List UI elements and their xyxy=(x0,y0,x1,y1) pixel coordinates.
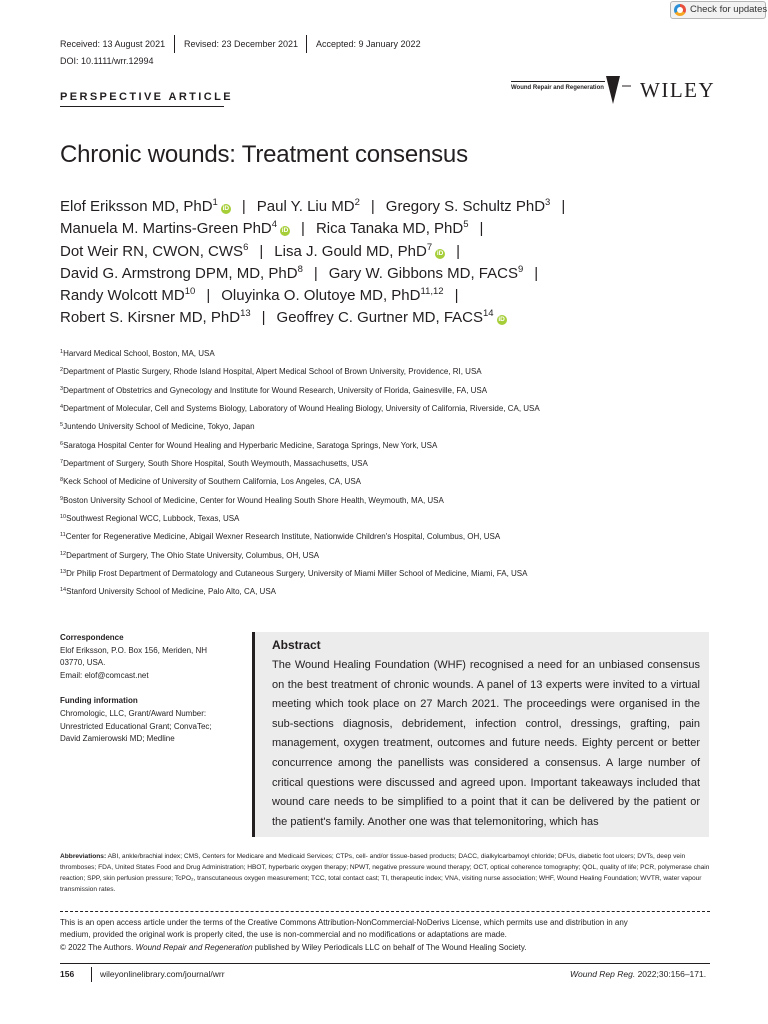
author[interactable] xyxy=(257,198,360,215)
affiliation-list xyxy=(60,345,720,602)
author-name: Robert S. Kirsner MD, PhD xyxy=(60,309,241,327)
correspondence-block xyxy=(60,632,250,746)
affiliation-number: 3 xyxy=(60,385,64,392)
author-separator: | xyxy=(479,220,484,238)
affiliation-number: 14 xyxy=(60,587,67,594)
header-divider xyxy=(174,35,175,53)
affiliation-number: 10 xyxy=(60,514,67,521)
affiliation-text: Department of Plastic Surgery, Rhode Island Hospital, Alpert Medical School of Brown University, Providence, RI, USA xyxy=(63,367,482,377)
affiliation-number: 5 xyxy=(60,422,64,429)
affiliation xyxy=(60,418,720,436)
copyright-line xyxy=(60,942,720,954)
orcid-icon[interactable]: iD xyxy=(222,205,230,212)
author-name: Elof Eriksson MD, PhD xyxy=(60,198,213,215)
author-affiliation-number: 1 xyxy=(212,197,218,208)
affiliation-number: 13 xyxy=(60,569,67,576)
affiliation-text: Center for Regenerative Medicine, Abigail Wexner Research Institute, Nationwide Children's Hospital, Columbus, OH, USA xyxy=(65,532,501,542)
author-separator: | xyxy=(313,264,318,282)
abbreviations-text: ABI, ankle/brachial index; CMS, Centers for Medicare and Medicaid Services; CTPs, cell- and/or tissue-based products; DACC, dialkylcarbamoyl chloride; DFUs, diabetic foot ulcers; DVTs, deep vein thromboses; FDA, United States Food and Drug Administration; HBOT, hyperbaric oxygen therapy; NPWT, negative pressure wound therapy; OCT, optical coherence tomography; QOL, quality of life; PCR, polymerase chain reaction; SPP, skin perfusion pressure; TcPO₂, transcutaneous oxygen measurement; TCC, total contact cast; TI, therapeutic index; VNA, visiting nurse association; WHF, Wound Healing Foundation; WVTR, water vapour transmission rates. xyxy=(60,853,710,893)
article-title: Chronic wounds: Treatment consensus xyxy=(60,141,468,168)
author-affiliation-number: 14 xyxy=(483,308,494,320)
affiliation-number: 7 xyxy=(60,459,64,466)
affiliation-number: 4 xyxy=(60,404,64,411)
license-block xyxy=(60,917,720,954)
author[interactable] xyxy=(274,243,445,260)
affiliation-text: Saratoga Hospital Center for Wound Healing and Hyperbaric Medicine, Saratoga Springs, New York, USA xyxy=(63,440,438,450)
article-type: PERSPECTIVE ARTICLE xyxy=(60,91,233,103)
license-divider xyxy=(60,911,710,912)
wiley-logo-icon xyxy=(604,74,632,108)
author[interactable] xyxy=(60,309,251,326)
author-line xyxy=(60,307,720,329)
affiliation xyxy=(60,492,720,510)
article-type-underline xyxy=(60,106,224,107)
affiliation-text: Southwest Regional WCC, Lubbock, Texas, USA xyxy=(66,514,240,524)
license-line: medium, provided the original work is properly cited, the use is non-commercial and no modifications or adaptations are made. xyxy=(60,930,507,940)
author-separator: | xyxy=(534,264,539,282)
affiliation xyxy=(60,363,720,381)
header-divider xyxy=(306,35,307,53)
author-affiliation-number: 4 xyxy=(271,219,278,231)
affiliation-number: 6 xyxy=(60,440,64,447)
affiliation-text: Department of Surgery, The Ohio State University, Columbus, OH, USA xyxy=(66,550,320,560)
crossmark-icon xyxy=(674,4,686,16)
affiliation-text: Department of Molecular, Cell and Systems Biology, Laboratory of Wound Healing Biology, University of California, Riverside, CA, USA xyxy=(63,404,540,414)
correspondence-heading: Correspondence xyxy=(60,633,124,642)
author-name: Dot Weir RN, CWON, CWS xyxy=(60,242,244,260)
author-affiliation-number: 2 xyxy=(354,197,360,208)
affiliation xyxy=(60,437,720,455)
affiliation-number: 11 xyxy=(60,532,66,539)
author-name: Gary W. Gibbons MD, FACS xyxy=(328,264,518,282)
author[interactable] xyxy=(221,287,443,304)
author-affiliation-number: 10 xyxy=(184,286,196,298)
footer-divider xyxy=(91,967,92,982)
correspondence-line: 03770, USA. xyxy=(60,658,106,668)
journal-rule xyxy=(511,81,605,82)
author-separator: | xyxy=(259,242,264,260)
affiliation-number: 2 xyxy=(60,367,64,374)
abbreviations xyxy=(60,851,712,895)
license-line: This is an open access article under the terms of the Creative Commons Attribution-NonCommercial-NoDerivs License, which permits use and distribution in any xyxy=(60,918,628,927)
author[interactable] xyxy=(277,309,507,326)
affiliation xyxy=(60,473,720,491)
author-separator: | xyxy=(370,198,375,215)
funding-line: Unrestricted Educational Grant; ConvaTec; xyxy=(60,721,212,731)
check-for-updates-label: Check for updates xyxy=(690,4,768,15)
author-affiliation-number: 9 xyxy=(517,263,524,275)
page-number: 156 xyxy=(60,969,75,979)
abstract-text: The Wound Healing Foundation (WHF) recognised a need for an unbiased consensus on the best treatment of chronic wounds. A panel of 13 experts were invited to a virtual meeting which took place on 27 March 2021. The proceedings were organised in the sub-sections diagnosis, debridement, infection control, dressings, grafting, pain management, oxygen treatment, outcomes and future needs. Eighty percent or better concurrence among the panellists was considered a consensus. A large number of critical questions were discussed and agreed upon. Important takeaways included that wound care needs to be simplified to a point that it can be delivered by the patient or the patient's family. Another one was that telemonitoring, which has xyxy=(272,659,700,828)
footer-rule xyxy=(60,963,710,964)
author[interactable] xyxy=(60,287,195,304)
accepted-date: Accepted: 9 January 2022 xyxy=(316,39,421,49)
author-separator: | xyxy=(561,198,566,215)
citation-volume: 2022;30:156–171. xyxy=(635,969,707,979)
author[interactable] xyxy=(60,198,231,215)
author-separator: | xyxy=(261,309,266,327)
affiliation-number: 1 xyxy=(60,349,64,355)
author-name: Rica Tanaka MD, PhD xyxy=(315,220,464,238)
abstract-heading: Abstract xyxy=(272,638,321,652)
author-affiliation-number: 7 xyxy=(426,241,433,253)
affiliation-text: Harvard Medical School, Boston, MA, USA xyxy=(63,349,215,358)
author-name: Oluyinka O. Olutoye MD, PhD xyxy=(221,287,421,305)
author[interactable] xyxy=(60,220,290,237)
author[interactable] xyxy=(386,198,551,215)
received-date: Received: 13 August 2021 xyxy=(60,39,166,49)
citation-journal: Wound Rep Reg. xyxy=(570,969,636,979)
doi: DOI: 10.1111/wrr.12994 xyxy=(60,56,154,66)
author-name: Lisa J. Gould MD, PhD xyxy=(274,242,427,260)
affiliation xyxy=(60,345,720,363)
author-name: Geoffrey C. Gurtner MD, FACS xyxy=(276,309,483,327)
affiliation-text: Juntendo University School of Medicine, Tokyo, Japan xyxy=(63,422,255,432)
abstract-bar xyxy=(252,632,255,837)
funding-line: Chromologic, LLC, Grant/Award Number: xyxy=(60,708,207,718)
author-affiliation-number: 11,12 xyxy=(420,286,444,298)
author-affiliation-number: 3 xyxy=(545,197,551,208)
orcid-icon[interactable]: iD xyxy=(498,316,505,324)
citation xyxy=(570,969,706,979)
revised-date: Revised: 23 December 2021 xyxy=(184,39,299,49)
affiliation xyxy=(60,400,720,418)
author-name: Paul Y. Liu MD xyxy=(256,198,355,215)
affiliation xyxy=(60,510,720,528)
orcid-icon[interactable]: iD xyxy=(281,227,289,235)
author-separator: | xyxy=(301,220,305,238)
author[interactable] xyxy=(60,243,248,260)
copyright-publisher: published by Wiley Periodicals LLC on behalf of The Wound Healing Society. xyxy=(252,942,527,952)
author-name: Gregory S. Schultz PhD xyxy=(385,198,546,215)
journal-url[interactable]: wileyonlinelibrary.com/journal/wrr xyxy=(100,969,225,979)
affiliation-text: Boston University School of Medicine, Center for Wound Healing South Shore Health, Weymouth, MA, USA xyxy=(63,495,444,505)
author-affiliation-number: 13 xyxy=(240,308,251,320)
author[interactable] xyxy=(60,265,303,282)
correspondence-email[interactable]: Email: elof@comcast.net xyxy=(60,670,149,680)
affiliation xyxy=(60,382,720,400)
orcid-icon[interactable]: iD xyxy=(436,249,444,257)
affiliation-number: 12 xyxy=(60,550,67,557)
author-list xyxy=(60,196,720,330)
author[interactable] xyxy=(316,220,469,237)
affiliation xyxy=(60,565,720,583)
author-line xyxy=(60,285,720,307)
author-line xyxy=(60,218,720,240)
author-separator: | xyxy=(456,242,461,260)
copyright-journal: Wound Repair and Regeneration xyxy=(135,942,253,952)
affiliation-text: Dr Philip Frost Department of Dermatology and Cutaneous Surgery, University of Miami Miller School of Medicine, Miami, FA, USA xyxy=(66,569,528,579)
affiliation-number: 8 xyxy=(60,477,64,484)
author-separator: | xyxy=(454,287,459,305)
author-name: Manuela M. Martins-Green PhD xyxy=(60,220,272,238)
affiliation-text: Keck School of Medicine of University of Southern California, Los Angeles, CA, USA xyxy=(63,477,361,487)
journal-name: Wound Repair and Regeneration xyxy=(511,85,604,91)
abbreviations-label: Abbreviations: xyxy=(60,853,107,860)
affiliation-text: Stanford University School of Medicine, Palo Alto, CA, USA xyxy=(66,587,276,597)
author-affiliation-number: 5 xyxy=(463,219,469,231)
author-line xyxy=(60,196,720,218)
publisher-logo: WILEY xyxy=(640,78,716,102)
author-separator: | xyxy=(206,287,211,305)
author-affiliation-number: 6 xyxy=(243,241,249,253)
affiliation xyxy=(60,547,720,565)
affiliation xyxy=(60,583,720,601)
author-name: Randy Wolcott MD xyxy=(60,287,185,305)
funding-heading: Funding information xyxy=(60,696,138,706)
author-separator: | xyxy=(241,198,246,215)
author[interactable] xyxy=(329,265,524,282)
affiliation-number: 9 xyxy=(60,495,64,502)
funding-line: David Zamierowski MD; Medline xyxy=(60,734,175,744)
check-for-updates-button[interactable] xyxy=(670,1,766,19)
author-name: David G. Armstrong DPM, MD, PhD xyxy=(60,264,298,282)
author-line xyxy=(60,263,720,285)
copyright-text: © 2022 The Authors. xyxy=(60,942,136,952)
affiliation-text: Department of Surgery, South Shore Hospital, South Weymouth, Massachusetts, USA xyxy=(63,459,368,469)
affiliation xyxy=(60,455,720,473)
affiliation-text: Department of Obstetrics and Gynecology and Institute for Wound Research, University of Florida, Gainesville, FA, USA xyxy=(63,385,488,395)
affiliation xyxy=(60,528,720,546)
author-line xyxy=(60,241,720,263)
author-affiliation-number: 8 xyxy=(297,263,303,275)
correspondence-line: Elof Eriksson, P.O. Box 156, Meriden, NH xyxy=(60,645,208,655)
